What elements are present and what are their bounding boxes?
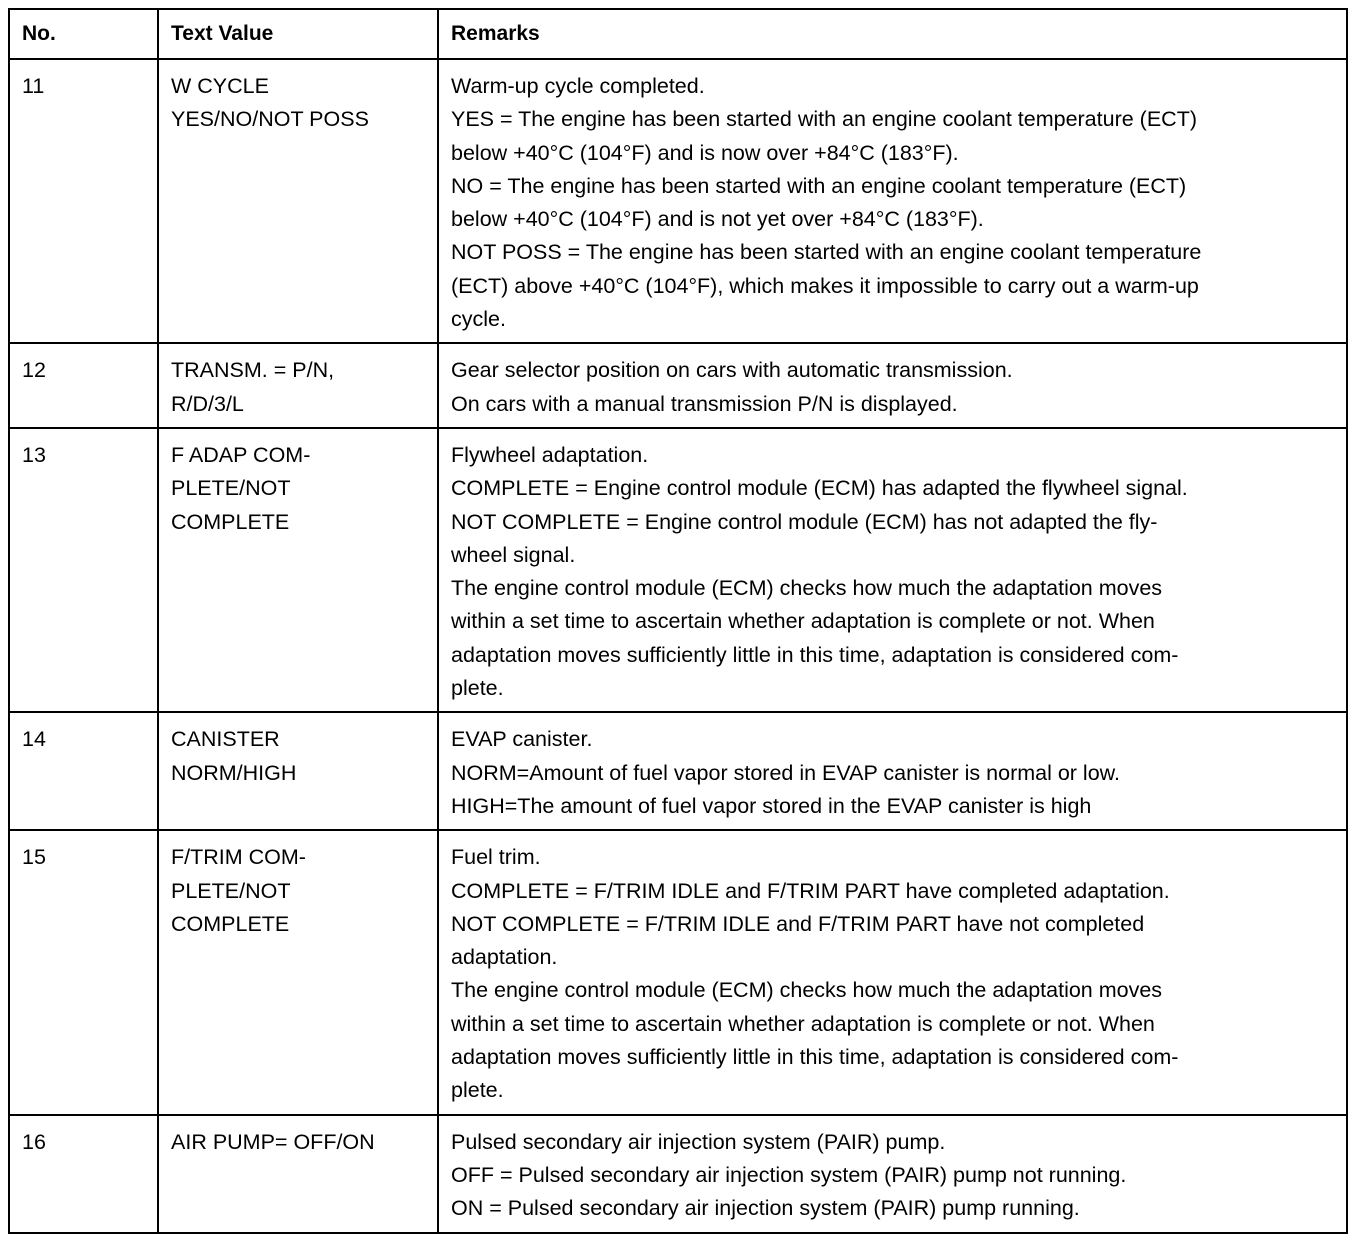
remarks-line: NOT COMPLETE = F/TRIM IDLE and F/TRIM PART have not completed <box>451 911 1145 936</box>
remarks-line: plete. <box>451 1078 504 1103</box>
header-remarks: Remarks <box>438 9 1347 59</box>
text-value-line: COMPLETE <box>171 911 290 936</box>
remarks-cell <box>438 428 1347 712</box>
text-value-cell <box>158 1115 438 1233</box>
remarks-line: below +40°C (104°F) and is now over +84°C (183°F). <box>451 140 959 165</box>
table-row <box>9 343 1347 428</box>
row-number: 16 <box>9 1115 158 1233</box>
header-text-value: Text Value <box>158 9 438 59</box>
remarks-cell <box>438 830 1347 1114</box>
table-row <box>9 428 1347 712</box>
text-value-line: AIR PUMP= OFF/ON <box>171 1129 375 1154</box>
text-value-line: COMPLETE <box>171 509 290 534</box>
text-value-line: YES/NO/NOT POSS <box>171 107 369 132</box>
remarks-line: YES = The engine has been started with an engine coolant temperature (ECT) <box>451 107 1197 132</box>
remarks-line: adaptation moves sufficiently little in this time, adaptation is considered com- <box>451 642 1179 667</box>
text-value-line: W CYCLE <box>171 74 269 98</box>
remarks-line: HIGH=The amount of fuel vapor stored in the EVAP canister is high <box>451 793 1092 818</box>
remarks-cell <box>438 1115 1347 1233</box>
text-value-line: PLETE/NOT <box>171 476 291 501</box>
text-value-cell <box>158 59 438 343</box>
remarks-line: Flywheel adaptation. <box>451 442 649 467</box>
row-number: 15 <box>9 830 158 1114</box>
remarks-line: within a set time to ascertain whether adaptation is complete or not. When <box>451 1011 1155 1036</box>
text-value-cell <box>158 830 438 1114</box>
remarks-line: cycle. <box>451 307 506 332</box>
row-number: 13 <box>9 428 158 712</box>
remarks-line: COMPLETE = F/TRIM IDLE and F/TRIM PART have completed adaptation. <box>451 878 1170 903</box>
remarks-line: plete. <box>451 676 504 701</box>
text-value-cell <box>158 428 438 712</box>
remarks-line: COMPLETE = Engine control module (ECM) has adapted the flywheel signal. <box>451 476 1188 501</box>
remarks-cell <box>438 59 1347 343</box>
remarks-line: Warm-up cycle completed. <box>451 74 705 98</box>
remarks-line: NORM=Amount of fuel vapor stored in EVAP canister is normal or low. <box>451 760 1120 785</box>
table-row <box>9 1115 1347 1233</box>
remarks-line: adaptation moves sufficiently little in this time, adaptation is considered com- <box>451 1045 1179 1070</box>
remarks-line: NOT POSS = The engine has been started with an engine coolant temperature <box>451 240 1202 265</box>
remarks-cell <box>438 712 1347 830</box>
remarks-line: adaptation. <box>451 945 558 970</box>
text-value-line: NORM/HIGH <box>171 760 297 785</box>
remarks-line: Pulsed secondary air injection system (PAIR) pump. <box>451 1129 946 1154</box>
table-body <box>9 59 1347 1233</box>
text-value-line: R/D/3/L <box>171 391 244 416</box>
remarks-line: EVAP canister. <box>451 727 593 752</box>
text-value-table <box>8 8 1348 1234</box>
header-no: No. <box>9 9 158 59</box>
text-value-line: PLETE/NOT <box>171 878 291 903</box>
table-row <box>9 830 1347 1114</box>
text-value-line: F/TRIM COM- <box>171 845 306 870</box>
row-number: 14 <box>9 712 158 830</box>
remarks-line: The engine control module (ECM) checks how much the adaptation moves <box>451 576 1163 601</box>
header-row <box>9 9 1347 59</box>
text-value-line: F ADAP COM- <box>171 442 311 467</box>
row-number: 12 <box>9 343 158 428</box>
remarks-line: (ECT) above +40°C (104°F), which makes it impossible to carry out a warm-up <box>451 273 1199 298</box>
row-number: 11 <box>9 59 158 343</box>
remarks-line: On cars with a manual transmission P/N is displayed. <box>451 391 958 416</box>
text-value-line: CANISTER <box>171 727 280 752</box>
remarks-cell <box>438 343 1347 428</box>
remarks-line: wheel signal. <box>451 542 576 567</box>
text-value-cell <box>158 343 438 428</box>
remarks-line: The engine control module (ECM) checks how much the adaptation moves <box>451 978 1163 1003</box>
remarks-line: NO = The engine has been started with an engine coolant temperature (ECT) <box>451 173 1187 198</box>
table-row <box>9 712 1347 830</box>
remarks-line: below +40°C (104°F) and is not yet over +84°C (183°F). <box>451 207 984 232</box>
remarks-line: ON = Pulsed secondary air injection system (PAIR) pump running. <box>451 1196 1080 1221</box>
text-value-cell <box>158 712 438 830</box>
remarks-line: NOT COMPLETE = Engine control module (ECM) has not adapted the fly- <box>451 509 1158 534</box>
remarks-line: within a set time to ascertain whether adaptation is complete or not. When <box>451 609 1155 634</box>
remarks-line: OFF = Pulsed secondary air injection system (PAIR) pump not running. <box>451 1162 1127 1187</box>
remarks-line: Fuel trim. <box>451 845 541 870</box>
remarks-line: Gear selector position on cars with automatic transmission. <box>451 358 1013 383</box>
table-row <box>9 59 1347 343</box>
table-header <box>9 9 1347 59</box>
text-value-line: TRANSM. = P/N, <box>171 358 335 383</box>
